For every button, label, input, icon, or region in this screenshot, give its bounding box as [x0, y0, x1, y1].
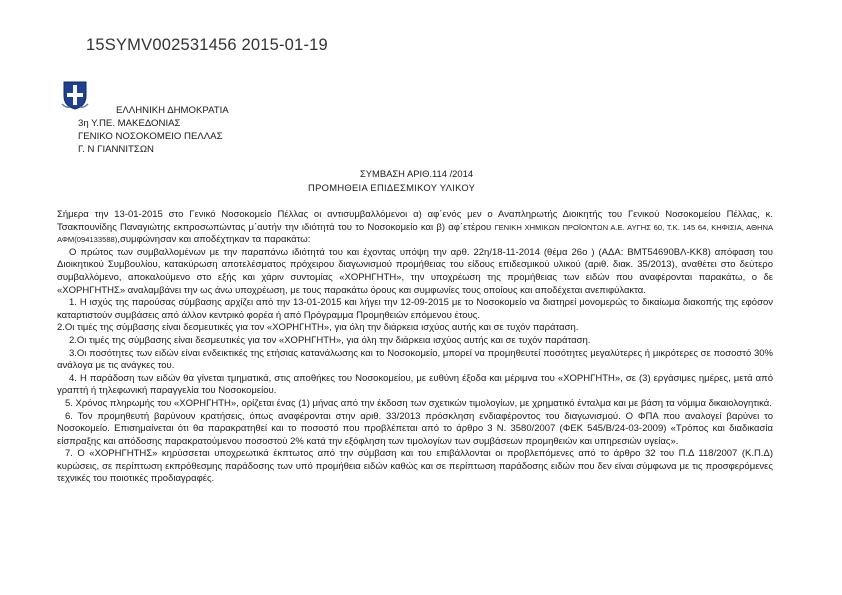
- term-2: 2.Οι τιμές της σύμβασης είναι δεσμευτικές για τον «ΧΟΡΗΓΗΤΗ», για όλη την διάρκεια ισχύος αυτής και σε τυχόν παράταση.: [57, 322, 579, 334]
- intro-paragraph: [57, 209, 773, 247]
- term-2-repeat: 2.Οι τιμές της σύμβασης είναι δεσμευτικές για τον «ΧΟΡΗΓΗΤΗ», για όλη την διάρκεια ισχύος αυτής και σε τυχόν παράταση.: [69, 334, 591, 346]
- term-7: 7. Ο «ΧΟΡΗΓΗΤΗΣ» κηρύσσεται υποχρεωτικά έκπτωτος από την σύμβαση και του επιβάλλονται οι προβλεπόμενες από το άρθρο 32 του Π.Δ 118/2007 (Κ.Π.Δ) κυρώσεις, σε περίπτωση εκπρόθεσμης παράδοσης των υπό προμήθεια ειδών καθώς και σε περίπτωση παράδοσης ειδών που δεν είναι σύμφωνα με τις προσφερόμενες τεχνικές του ποιοτικές προδιαγραφές.: [57, 448, 773, 485]
- intro-company: ΓΕΝΙΚΗ ΧΗΜΙΚΩΝ ΠΡΟΪΟΝΤΩΝ Α.Ε. ΑΥΓΗΣ 60, Τ.Κ. 145 64, ΚΗΦΙΣΙΑ, ΑΘΗΝΑ ΑΦΜ(094133588): [57, 222, 774, 245]
- term-6: 6. Τον προμηθευτή βαρύνουν κρατήσεις, όπως αναφέρονται στην αριθ. 33/2013 πρόσκληση ενδιαφέροντος του διαγωνισμού. Ο ΦΠΑ που αναλογεί βαρύνει το Νοσοκομείο. Επισημαίνεται ότι θα παρακρατηθεί και το ποσοστό που προβλέπεται από το άρθρο 3 Ν. 3580/2007 (ΦΕΚ 545/Β/24-03-2009) «Τρόπος και διαδικασία είσπραξης και απόδοσης παρακρατούμενου ποσοστού 2% κατά την εξόφληση των τιμολογίων των συμβάσεων προμηθειών και υπηρεσιών υγείας».: [57, 410, 773, 447]
- term-5: 5. Χρόνος πληρωμής του «ΧΟΡΗΓΗΤΗ», ορίζεται ένας (1) μήνας από την έκδοση των σχετικών τιμολογίων, με χρηματικό ένταλμα και με βάση τα νόμιμα δικαιολογητικά.: [65, 397, 772, 409]
- header-hospital-unit: Γ. Ν ΓΙΑΝΝΙΤΣΩΝ: [78, 144, 154, 155]
- term-1: 1. Η ισχύς της παρούσας σύμβασης αρχίζει από την 13-01-2015 και λήγει την 12-09-2015 με το Νοσοκομείο να διατηρεί μονομερώς το δικαίωμα διακοπής της εφόσον καταρτιστούν συμβάσεις από άλλον κεντρικό φορέα ή από Πρόγραμμα Προμηθειών επόμενου έτους.: [57, 297, 773, 321]
- term-4: 4. Η παράδοση των ειδών θα γίνεται τμηματικά, στις αποθήκες του Νοσοκομείου, με ευθύνη έξοδα και μέριμνα του «ΧΟΡΗΓΗΤΗ», σε (3) εργάσιμες ημέρες, μετά από γραπτή ή τηλεφωνική παραγγελία του Νοσοκομείου.: [57, 372, 773, 397]
- contract-number: ΣΥΜΒΑΣΗ ΑΡΙΘ.114 /2014: [360, 168, 474, 179]
- document-id: 15SYMV002531456 2015-01-19: [86, 36, 328, 54]
- greek-coat-of-arms-icon: [60, 80, 90, 110]
- contract-subject: ΠΡΟΜΗΘΕΙΑ ΕΠΙΔΕΣΜΙΚΟΥ ΥΛΙΚΟΥ: [308, 182, 476, 193]
- contract-body: [57, 209, 773, 486]
- intro-text-a: Σήμερα την 13-01-2015 στο Γενικό Νοσοκομείο Πέλλας οι αντισυμβαλλόμενοι α) αφ΄ενός μεν ο Αναπληρωτής Διοικητής του Γενικού Νοσοκομείου Πέλλας, κ. Τσακπουνίδης Παναγιώτης εκπροσωπώντας μ΄αυτήν την ιδιότητά του το Νοσοκομείο και β) αφ΄ετέρου: [57, 209, 773, 233]
- term-3: 3.Οι ποσότητες των ειδών είναι ενδεικτικές της ετήσιας κατανάλωσης και το Νοσοκομείο, μπορεί να προμηθευτεί ποσότητες μεγαλύτερες ή μικρότερες σε ποσοστό 30% ανάλογα με τις ανάγκες του.: [57, 347, 773, 372]
- intro-text-b: ,συμφώνησαν και αποδέχτηκαν τα παρακάτω:: [117, 234, 311, 246]
- header-republic: ΕΛΛΗΝΙΚΗ ΔΗΜΟΚΡΑΤΙΑ: [116, 105, 229, 116]
- header-hospital: ΓΕΝΙΚΟ ΝΟΣΟΚΟΜΕΙΟ ΠΕΛΛΑΣ: [78, 131, 223, 142]
- first-party-paragraph: Ο πρώτος των συμβαλλομένων με την παραπάνω ιδιότητά του και έχοντας υπόψη την αρθ. 22η/18-11-2014 (θέμα 26ο ) (ΑΔΑ: ΒΜΤ54690ΒΛ-ΚΚ8) απόφαση του Διοικητικού Συμβουλίου, κατακύρωση αποτελέσματος πρόχειρου διαγωνισμού προμήθειας του είδους επιδεσμικού υλικού (αριθ. διακ. 35/2013), αναθέτει στο δεύτερο συμβαλλόμενο, αποκαλούμενο στο εξής και χάριν συντομίας «ΧΟΡΗΓΗΤΗ», την υποχρέωση της προμήθειας των ειδών που αναφέρονται παρακάτω, ο δε «ΧΟΡΗΓΗΤΗΣ» αναλαμβάνει την ως άνω υποχρέωση, με τους παρακάτω όρους και συμφωνίες τους οποίους και αποδέχεται ανεπιφύλακτα.: [57, 246, 773, 296]
- header-health-region: 3η Υ.ΠΕ. ΜΑΚΕΔΟΝΙΑΣ: [78, 118, 181, 129]
